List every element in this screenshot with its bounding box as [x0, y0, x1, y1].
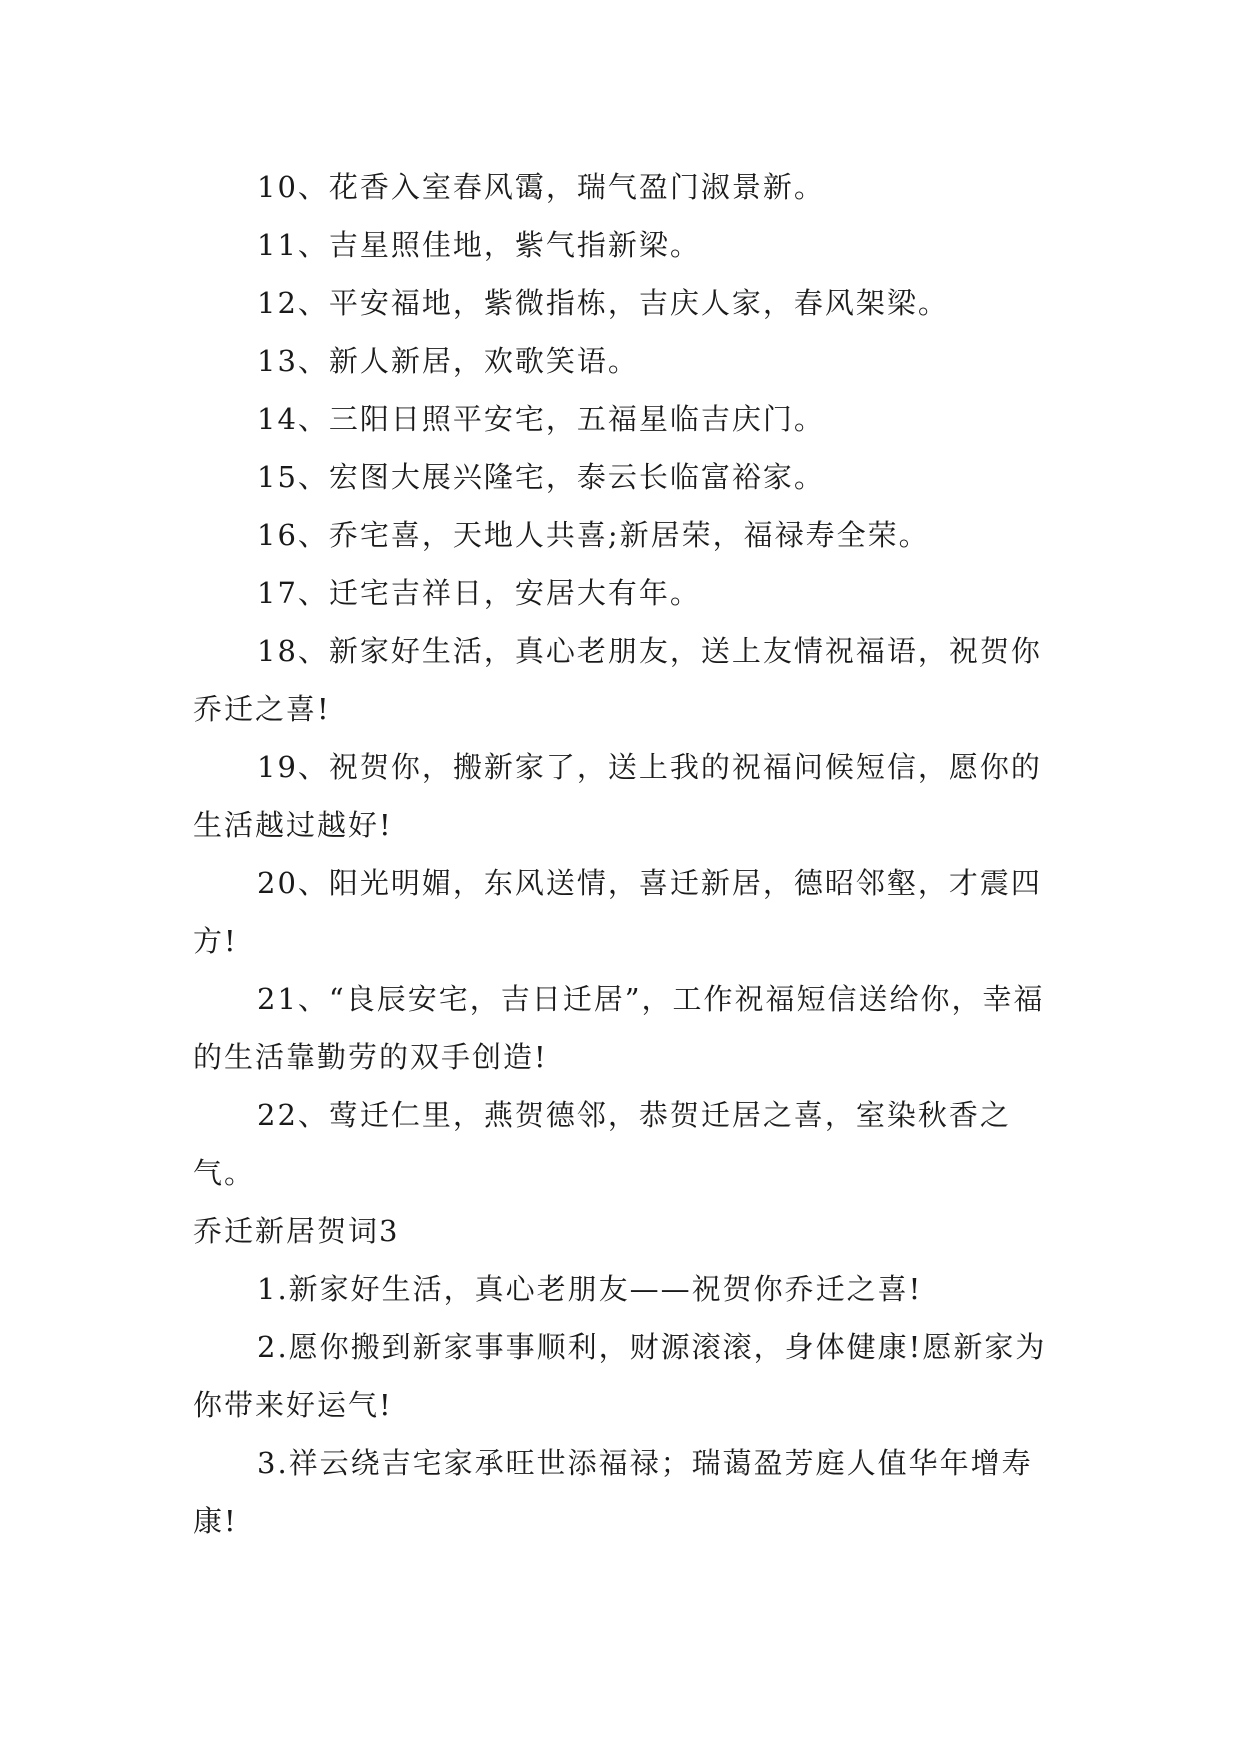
list-item: 3.祥云绕吉宅家承旺世添福禄；瑞蔼盈芳庭人值华年增寿康! — [193, 1446, 1033, 1538]
list-item: 15、宏图大展兴隆宅，泰云长临富裕家。 — [257, 460, 825, 494]
list-item: 11、吉星照佳地，紫气指新梁。 — [257, 228, 701, 262]
section-heading: 乔迁新居贺词3 — [193, 1214, 400, 1248]
list-item: 12、平安福地，紫微指栋，吉庆人家，春风架梁。 — [257, 286, 949, 320]
list-item: 22、莺迁仁里，燕贺德邻，恭贺迁居之喜，室染秋香之气。 — [193, 1098, 1011, 1190]
list-item: 20、阳光明媚，东风送情，喜迁新居，德昭邻壑，才震四方! — [193, 866, 1042, 958]
list-item: 10、花香入室春风霭，瑞气盈门淑景新。 — [257, 170, 825, 204]
list-item: 14、三阳日照平安宅，五福星临吉庆门。 — [257, 402, 825, 436]
list-item: 21、“良辰安宅，吉日迁居”，工作祝福短信送给你，幸福的生活靠勤劳的双手创造! — [193, 982, 1045, 1074]
list-item: 2.愿你搬到新家事事顺利，财源滚滚，身体健康!愿新家为你带来好运气! — [193, 1330, 1047, 1422]
list-item: 16、乔宅喜，天地人共喜;新居荣，福禄寿全荣。 — [257, 518, 930, 552]
document-page — [193, 158, 1053, 1550]
list-item: 18、新家好生活，真心老朋友，送上友情祝福语，祝贺你乔迁之喜! — [193, 634, 1042, 726]
list-item: 1.新家好生活，真心老朋友——祝贺你乔迁之喜! — [257, 1272, 923, 1306]
list-item: 19、祝贺你，搬新家了，送上我的祝福问候短信，愿你的生活越过越好! — [193, 750, 1042, 842]
list-item: 17、迁宅吉祥日，安居大有年。 — [257, 576, 701, 610]
list-item: 13、新人新居，欢歌笑语。 — [257, 344, 639, 378]
